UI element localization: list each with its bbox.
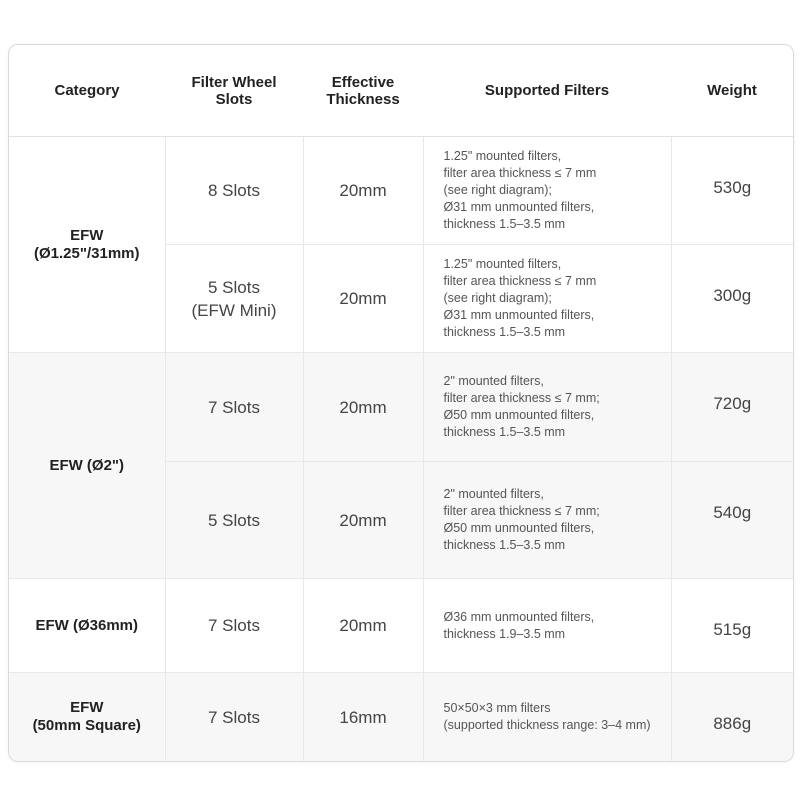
spec-table-card (8, 44, 794, 762)
table-row (9, 353, 793, 462)
weight-cell: 530g (671, 137, 793, 245)
header-weight: Weight (671, 45, 793, 137)
thickness-cell: 20mm (303, 353, 423, 462)
supported-filters-cell: 1.25" mounted filters, filter area thickness ≤ 7 mm (see right diagram); Ø31 mm unmounted filters, thickness 1.5–3.5 mm (423, 245, 671, 353)
thickness-cell: 16mm (303, 673, 423, 762)
thickness-cell: 20mm (303, 137, 423, 245)
header-category: Category (9, 45, 165, 137)
table-row (9, 137, 793, 245)
header-effective-thickness: Effective Thickness (303, 45, 423, 137)
weight-cell: 886g (671, 673, 793, 762)
supported-filters-cell: 2" mounted filters, filter area thickness ≤ 7 mm; Ø50 mm unmounted filters, thickness 1.5–3.5 mm (423, 462, 671, 579)
category-cell: EFW (Ø2") (9, 353, 165, 579)
weight-cell: 515g (671, 579, 793, 673)
weight-cell: 540g (671, 462, 793, 579)
weight-cell: 300g (671, 245, 793, 353)
slots-cell: 7 Slots (165, 673, 303, 762)
table-row (9, 579, 793, 673)
filter-wheel-spec-table (9, 45, 793, 762)
supported-filters-cell: 50×50×3 mm filters (supported thickness range: 3–4 mm) (423, 673, 671, 762)
supported-filters-cell: 2" mounted filters, filter area thickness ≤ 7 mm; Ø50 mm unmounted filters, thickness 1.5–3.5 mm (423, 353, 671, 462)
weight-cell: 720g (671, 353, 793, 462)
supported-filters-cell: Ø36 mm unmounted filters, thickness 1.9–3.5 mm (423, 579, 671, 673)
category-cell: EFW (50mm Square) (9, 673, 165, 762)
thickness-cell: 20mm (303, 245, 423, 353)
slots-cell: 7 Slots (165, 579, 303, 673)
slots-cell: 8 Slots (165, 137, 303, 245)
category-cell: EFW (Ø36mm) (9, 579, 165, 673)
category-cell: EFW (Ø1.25"/31mm) (9, 137, 165, 353)
header-row (9, 45, 793, 137)
thickness-cell: 20mm (303, 462, 423, 579)
thickness-cell: 20mm (303, 579, 423, 673)
slots-cell: 7 Slots (165, 353, 303, 462)
slots-cell: 5 Slots (EFW Mini) (165, 245, 303, 353)
table-row (9, 673, 793, 762)
header-supported-filters: Supported Filters (423, 45, 671, 137)
slots-cell: 5 Slots (165, 462, 303, 579)
header-filter-wheel-slots: Filter Wheel Slots (165, 45, 303, 137)
supported-filters-cell: 1.25" mounted filters, filter area thickness ≤ 7 mm (see right diagram); Ø31 mm unmounted filters, thickness 1.5–3.5 mm (423, 137, 671, 245)
